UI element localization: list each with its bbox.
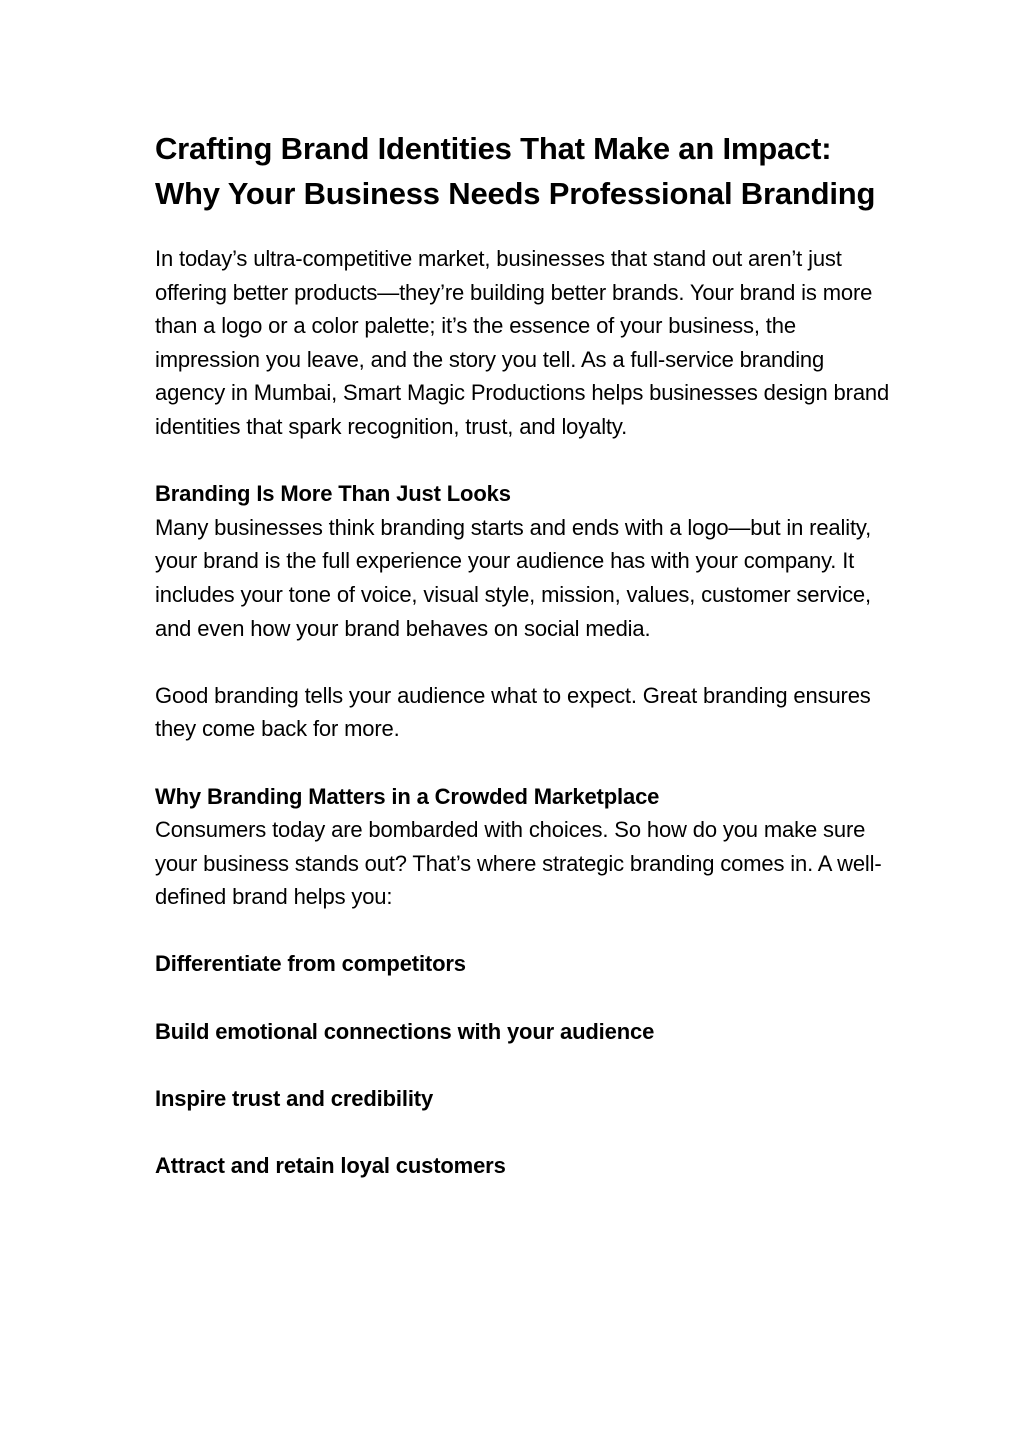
section-heading-crowded-marketplace: Why Branding Matters in a Crowded Marketplace [155,783,660,809]
section-paragraph-good-branding: Good branding tells your audience what to expect. Great branding ensures they come back for more. [155,682,871,742]
intro-paragraph: In today’s ultra-competitive market, businesses that stand out aren’t just offering better products—they’re building better brands. Your brand is more than a logo or a color palette; it’s the essence of your business, the impression you leave, and the story you tell. As a full-service branding agency in Mumbai, Smart Magic Productions helps businesses design brand identities that spark recognition, trust, and loyalty. [155,246,890,439]
benefit-item: Build emotional connections with your audience [155,1018,655,1044]
benefit-item: Differentiate from competitors [155,951,466,977]
paragraph-spacer [155,914,895,948]
section-paragraph-crowded-marketplace: Consumers today are bombarded with choices. So how do you make sure your business stands out? That’s where strategic branding comes in. A well-defined brand helps you: [155,817,882,910]
paragraph-spacer [155,444,895,478]
benefits-list [155,947,895,1182]
paragraph-spacer [155,746,895,780]
document-content [155,126,895,1216]
section-heading-branding-looks: Branding Is More Than Just Looks [155,481,511,507]
benefit-item: Attract and retain loyal customers [155,1153,506,1179]
section-paragraph-branding-looks: Many businesses think branding starts and ends with a logo—but in reality, your brand is the full experience your audience has with your company. It includes your tone of voice, visual style, mission, values, customer service, and even how your brand behaves on social media. [155,514,872,641]
document-title: Crafting Brand Identities That Make an Impact: Why Your Business Needs Professional Branding [155,131,876,211]
benefit-item: Inspire trust and credibility [155,1085,434,1111]
paragraph-spacer [155,645,895,679]
